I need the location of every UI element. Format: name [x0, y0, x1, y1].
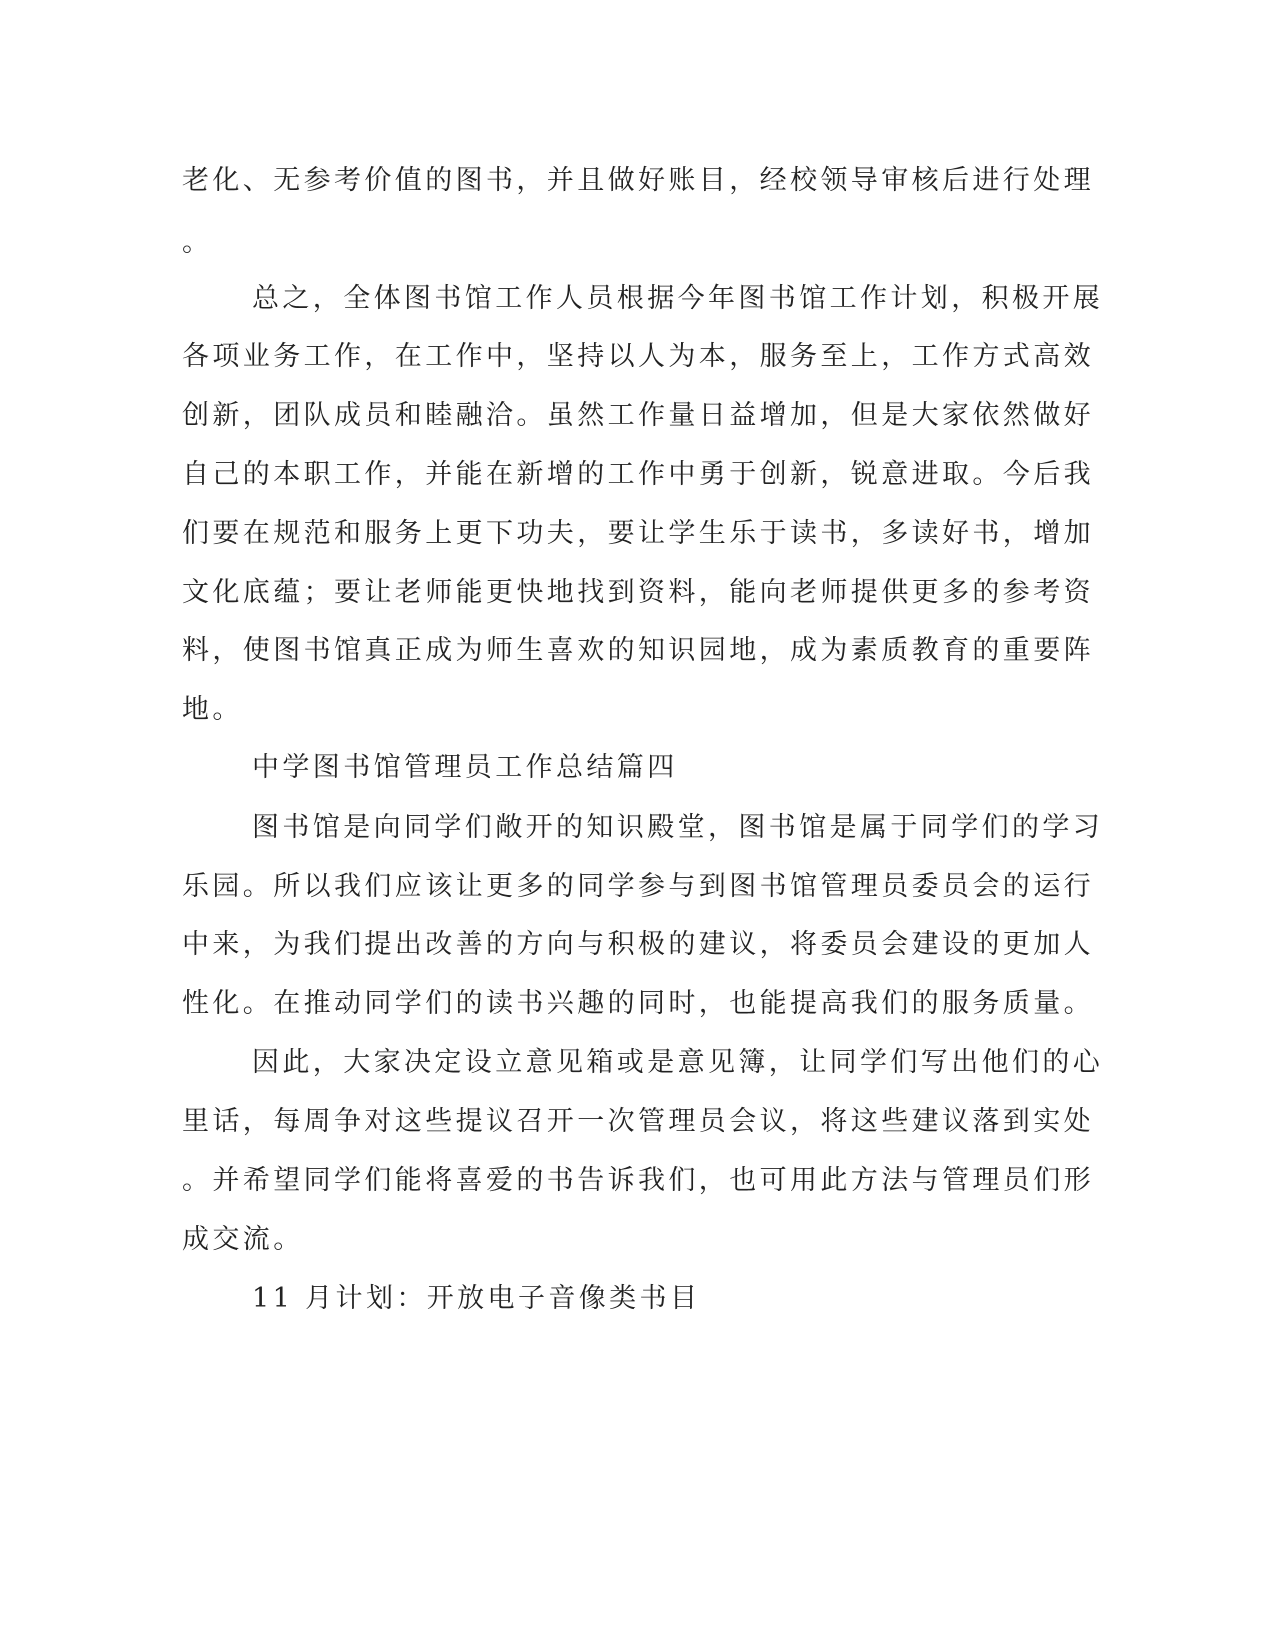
paragraph-line: 料，使图书馆真正成为师生喜欢的知识园地，成为素质教育的重要阵 — [182, 635, 1094, 666]
paragraph-line: 创新，团队成员和睦融洽。虽然工作量日益增加，但是大家依然做好 — [182, 400, 1094, 431]
paragraph-line: 性化。在推动同学们的读书兴趣的同时，也能提高我们的服务质量。 — [182, 988, 1094, 1019]
paragraph-line: 里话，每周争对这些提议召开一次管理员会议，将这些建议落到实处 — [182, 1106, 1094, 1137]
paragraph-line: 图书馆是向同学们敞开的知识殿堂，图书馆是属于同学们的学习 — [252, 812, 1104, 843]
paragraph-line: 地。 — [182, 694, 243, 725]
paragraph-line: 自己的本职工作，并能在新增的工作中勇于创新，锐意进取。今后我 — [182, 459, 1094, 490]
paragraph-line: 各项业务工作，在工作中，坚持以人为本，服务至上，工作方式高效 — [182, 341, 1094, 372]
paragraph-line: 文化底蕴；要让老师能更快地找到资料，能向老师提供更多的参考资 — [182, 577, 1094, 608]
paragraph-line: 们要在规范和服务上更下功夫，要让学生乐于读书，多读好书，增加 — [182, 518, 1094, 549]
paragraph-line: 老化、无参考价值的图书，并且做好账目，经校领导审核后进行处理 — [182, 165, 1094, 196]
paragraph-line: 。并希望同学们能将喜爱的书告诉我们，也可用此方法与管理员们形 — [182, 1165, 1094, 1196]
paragraph-line: 。 — [182, 227, 213, 258]
plan-line: 11 月计划：开放电子音像类书目 — [252, 1283, 701, 1314]
section-heading: 中学图书馆管理员工作总结篇四 — [252, 752, 678, 783]
paragraph-line: 中来，为我们提出改善的方向与积极的建议，将委员会建设的更加人 — [182, 929, 1094, 960]
paragraph-line: 成交流。 — [182, 1224, 304, 1255]
paragraph-line: 因此，大家决定设立意见箱或是意见簿，让同学们写出他们的心 — [252, 1047, 1104, 1078]
paragraph-line: 总之，全体图书馆工作人员根据今年图书馆工作计划，积极开展 — [252, 283, 1104, 314]
paragraph-line: 乐园。所以我们应该让更多的同学参与到图书馆管理员委员会的运行 — [182, 871, 1094, 902]
